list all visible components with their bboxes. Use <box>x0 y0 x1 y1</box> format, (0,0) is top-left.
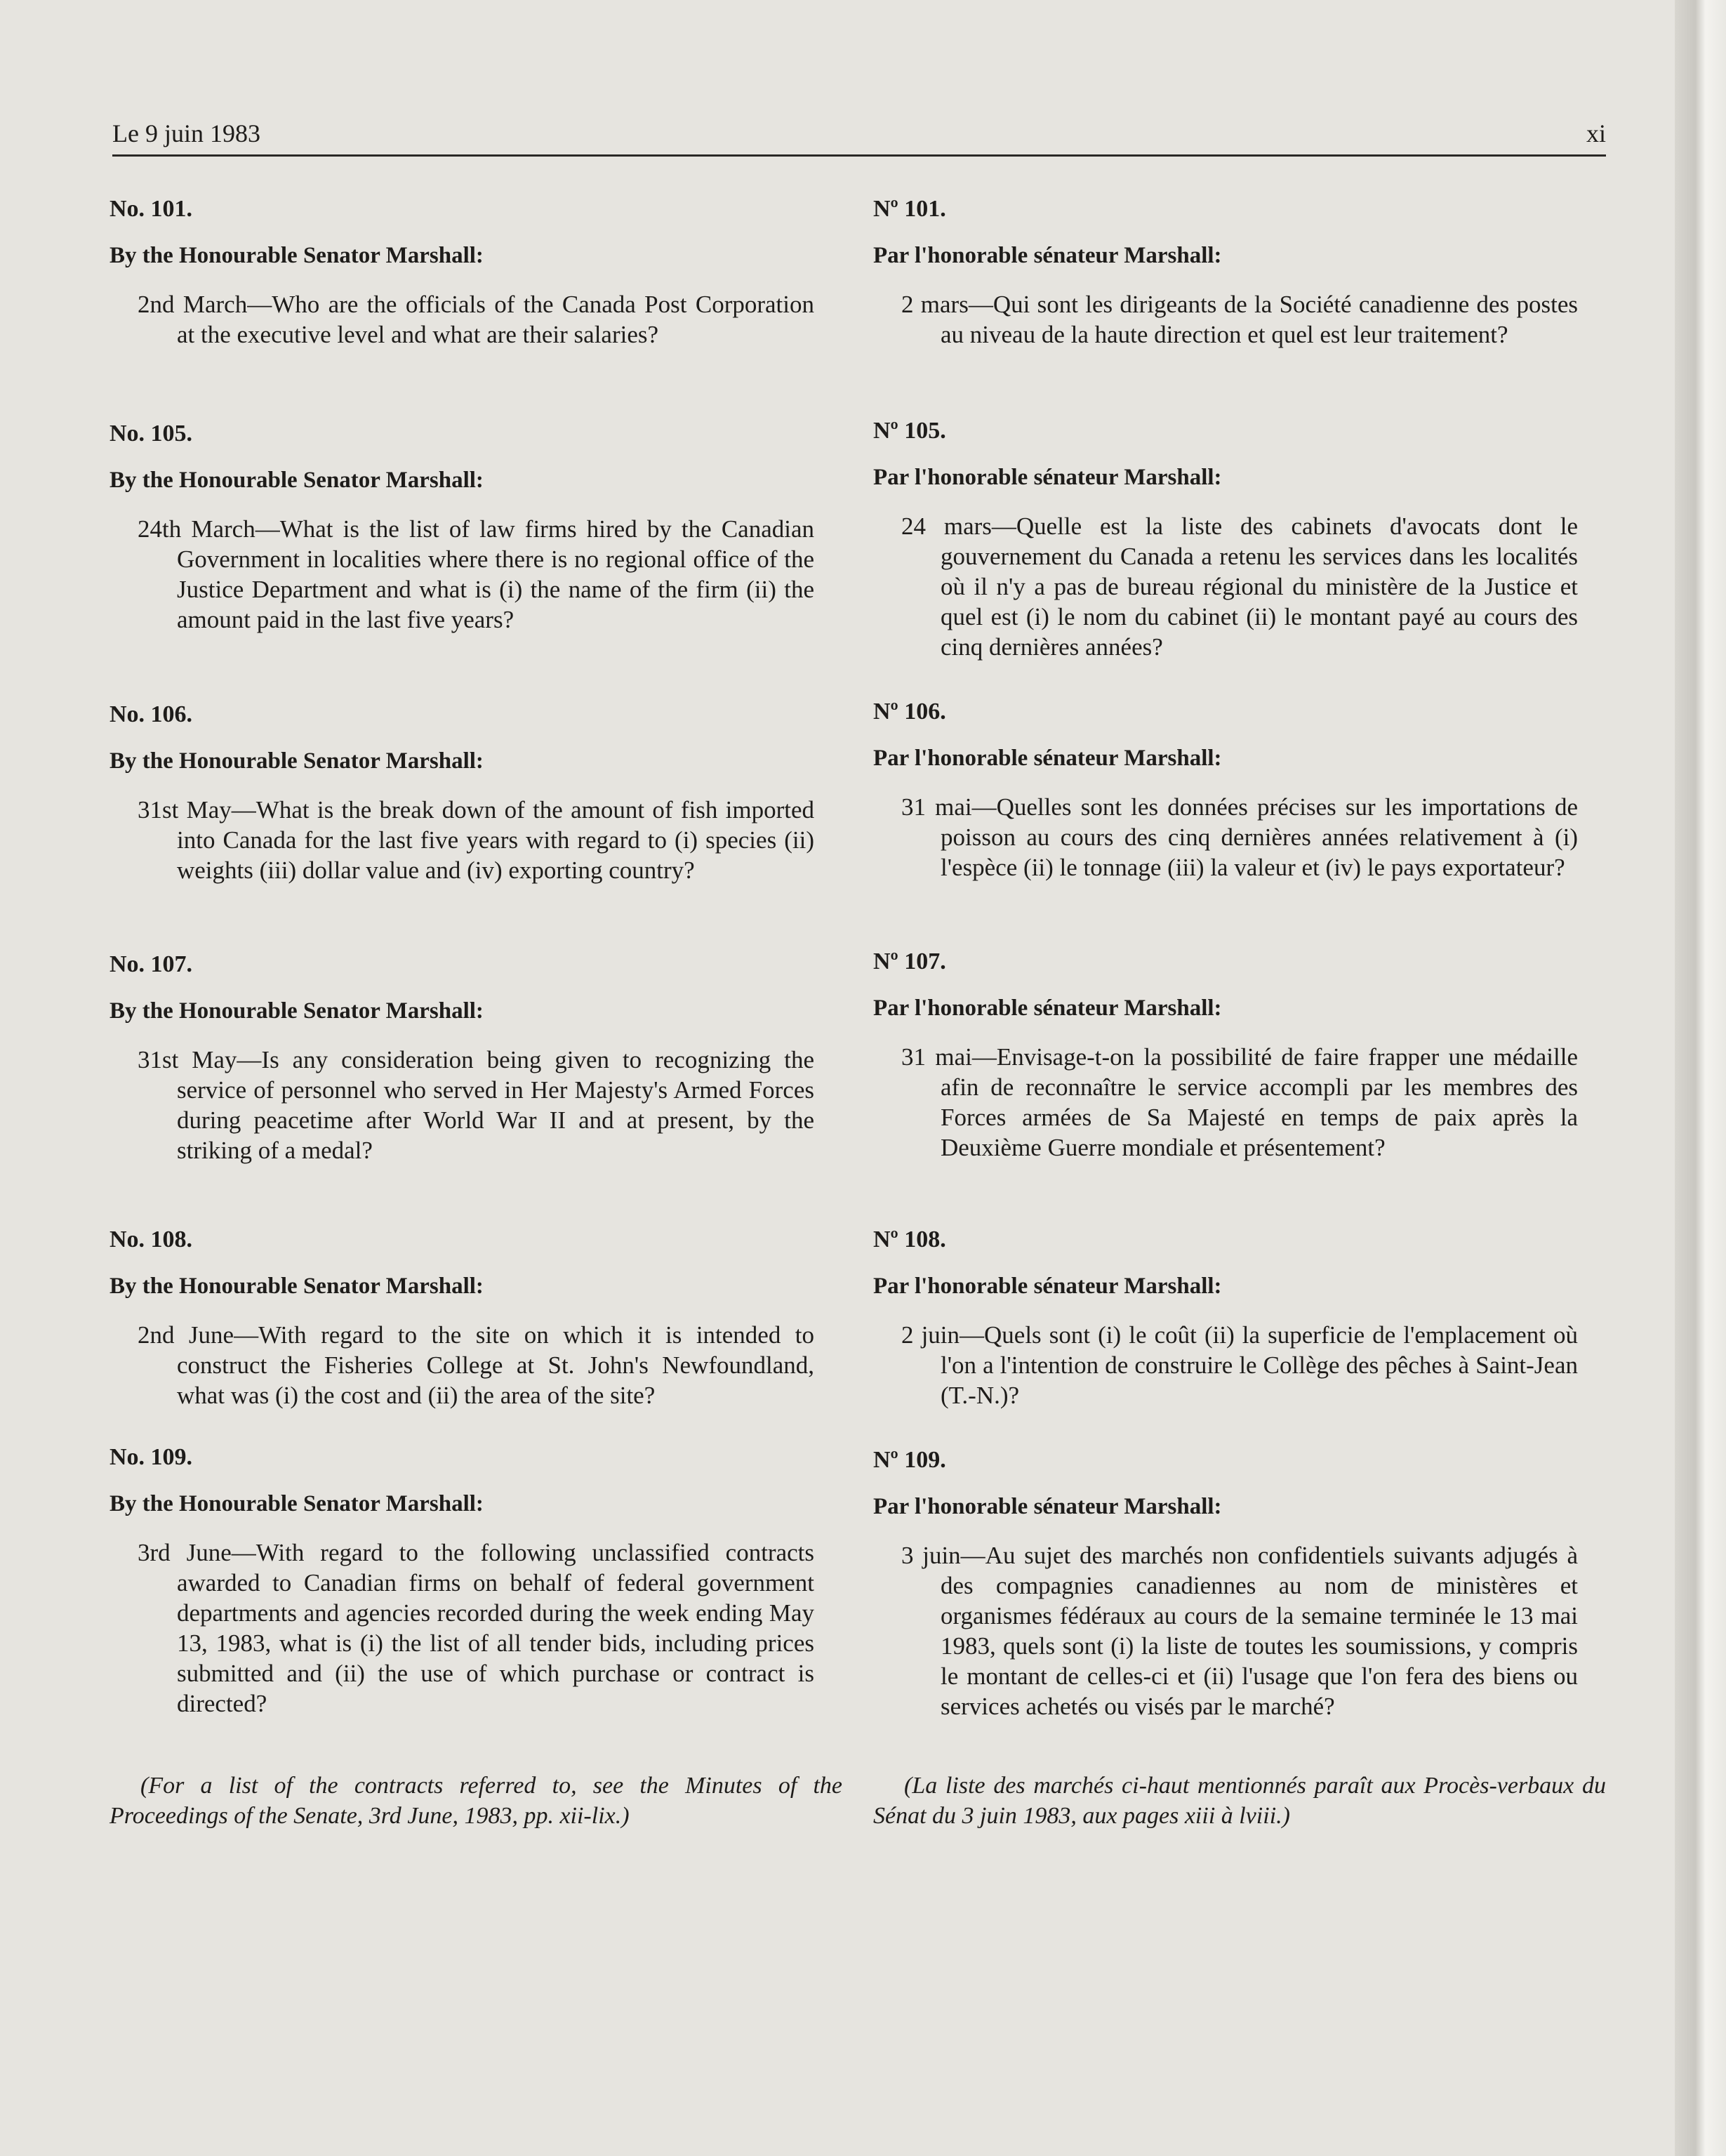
question-author: Par l'honorable sénateur Marshall: <box>873 1494 1222 1519</box>
question-text: 2nd March—Who are the officials of the Canada Post Corporation at the executive level and what are their salaries? <box>138 291 814 348</box>
question-number: No. 108. <box>109 1226 193 1252</box>
question-number: Nº 101. <box>873 196 946 222</box>
question-author: Par l'honorable sénateur Marshall: <box>873 465 1222 490</box>
question-text: 31st May—What is the break down of the amount of fish imported into Canada for the last five years with regard to (i) species (ii) weights (iii) dollar value and (iv) exporting country? <box>138 796 814 884</box>
question-number: No. 101. <box>109 196 193 222</box>
question-text: 24th March—What is the list of law firms hired by the Canadian Government in localities where there is no regional office of the Justice Department and what is (i) the name of the firm (ii) the amount paid in the last five years? <box>138 515 814 633</box>
question-author: By the Honourable Senator Marshall: <box>109 1274 484 1299</box>
question-text: 31 mai—Envisage-t-on la possibilité de faire frapper une médaille afin de reconnaître le service accompli par les membres des Forces armées de Sa Majesté en temps de paix après la Deuxième Guerre mondiale et présentement? <box>901 1043 1578 1161</box>
header-date: Le 9 juin 1983 <box>112 119 260 147</box>
question-author: Par l'honorable sénateur Marshall: <box>873 996 1222 1021</box>
question-text: 2 mars—Qui sont les dirigeants de la Société canadienne des postes au niveau de la haute direction et quel est leur traitement? <box>901 291 1578 348</box>
question-author: By the Honourable Senator Marshall: <box>109 1491 484 1516</box>
question-text: 24 mars—Quelle est la liste des cabinets d'avocats dont le gouvernement du Canada a retenu les services dans les localités où il n'y a pas de bureau régional du ministère de la Justice et quel est (i) le nom du cabinet (ii) le montant payé au cours des cinq dernières années? <box>901 512 1578 661</box>
question-text: 2nd June—With regard to the site on which it is intended to construct the Fisheries College at St. John's Newfoundland, what was (i) the cost and (ii) the area of the site? <box>138 1321 814 1409</box>
question-author: By the Honourable Senator Marshall: <box>109 243 484 268</box>
question-text: 31 mai—Quelles sont les données précises sur les importations de poisson au cours des cinq dernières années relativement à (i) l'espèce (ii) le tonnage (iii) la valeur et (iv) le pays exportateur? <box>901 793 1578 881</box>
page-header <box>112 118 1606 157</box>
question-number: Nº 105. <box>873 418 946 444</box>
contracts-note-en: (For a list of the contracts referred to, see the Minutes of the Proceedings of the Senate, 3rd June, 1983, pp. xii-lix.) <box>109 1773 842 1829</box>
question-number: Nº 108. <box>873 1226 946 1252</box>
page-number: xi <box>1586 119 1606 147</box>
question-text: 3rd June—With regard to the following unclassified contracts awarded to Canadian firms on behalf of federal government departments and agencies recorded during the week ending May 13, 1983, what is (i) the list of all tender bids, including prices submitted and (ii) the use of which purchase or contract is directed? <box>138 1539 814 1717</box>
page-edge <box>1675 0 1726 2156</box>
question-number: No. 105. <box>109 421 193 447</box>
question-number: Nº 109. <box>873 1447 946 1473</box>
question-author: Par l'honorable sénateur Marshall: <box>873 1274 1222 1299</box>
question-author: By the Honourable Senator Marshall: <box>109 998 484 1024</box>
contracts-note-fr: (La liste des marchés ci-haut mentionnés paraît aux Procès-verbaux du Sénat du 3 juin 1983, aux pages xiii à lviii.) <box>873 1773 1606 1829</box>
question-author: Par l'honorable sénateur Marshall: <box>873 243 1222 268</box>
question-number: Nº 106. <box>873 699 946 725</box>
question-number: No. 107. <box>109 951 193 977</box>
question-text: 31st May—Is any consideration being given to recognizing the service of personnel who served in Her Majesty's Armed Forces during peacetime after World War II and at present, by the striking of a medal? <box>138 1046 814 1164</box>
question-number: No. 106. <box>109 701 193 727</box>
question-author: Par l'honorable sénateur Marshall: <box>873 746 1222 771</box>
question-number: Nº 107. <box>873 948 946 974</box>
question-text: 2 juin—Quels sont (i) le coût (ii) la superficie de l'emplacement où l'on a l'intention de construire le Collège des pêches à Saint-Jean (T.-N.)? <box>901 1321 1578 1409</box>
question-number: No. 109. <box>109 1444 193 1470</box>
question-text: 3 juin—Au sujet des marchés non confidentiels suivants adjugés à des compagnies canadiennes au nom de ministères et organismes fédéraux au cours de la semaine terminée le 13 mai 1983, quels sont (i) la liste de toutes les soumissions, y compris le montant de celles-ci et (ii) l'usage que l'on fera des biens ou services achetés ou visés par le marché? <box>901 1542 1578 1720</box>
question-author: By the Honourable Senator Marshall: <box>109 748 484 774</box>
question-author: By the Honourable Senator Marshall: <box>109 468 484 493</box>
